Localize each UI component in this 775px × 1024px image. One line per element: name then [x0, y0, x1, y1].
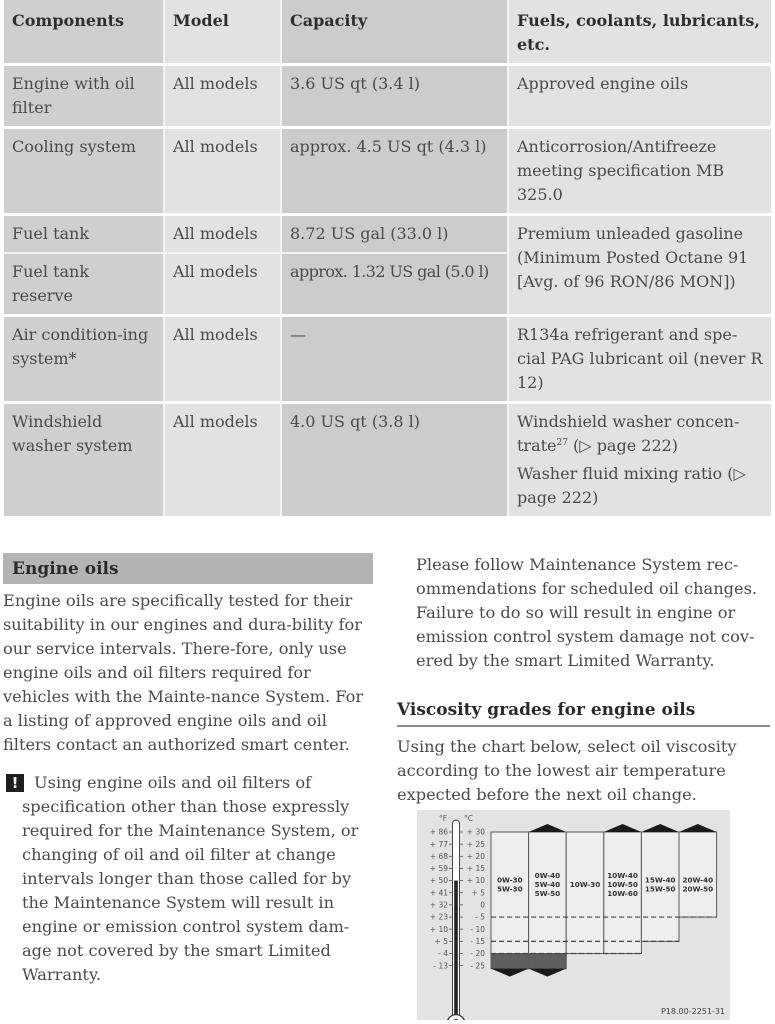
- cell-component: Air condition-ing system*: [4, 317, 163, 401]
- page-ref-link[interactable]: (▷ page 222): [567, 436, 679, 455]
- cell-capacity: [280, 254, 507, 314]
- celsius-tick-label: - 10: [470, 924, 485, 934]
- header-fluids: Fuels, coolants, lubricants, etc.: [507, 0, 771, 63]
- viscosity-grade-label: 5W-50: [534, 889, 561, 899]
- viscosity-chart-svg: [417, 810, 730, 1020]
- fuel-rows-group: [4, 216, 771, 317]
- capacities-table: [4, 0, 771, 516]
- fahrenheit-tick-label: + 77: [429, 839, 448, 849]
- table-row: [4, 317, 771, 404]
- viscosity-heading: Viscosity grades for engine oils: [397, 697, 770, 727]
- cold-zone-fill: [529, 954, 567, 969]
- viscosity-grade-label: 20W-40: [682, 875, 714, 885]
- arrow-down-icon: [491, 969, 529, 977]
- cell-model: All models: [163, 317, 280, 401]
- warning-text: Using engine oils and oil filters of specification other than those expressly required for the Maintenance System, or changing of oil and oil filter at change intervals longer than those called for by the Maintenance System will result in engine or emission control system dam-age not covered by the smart Limited Warranty.: [22, 773, 359, 984]
- cell-fluid: [507, 404, 771, 516]
- cell-component: Windshield washer system: [4, 404, 163, 516]
- celsius-tick-label: - 25: [470, 961, 485, 971]
- viscosity-grade-label: 10W-40: [607, 871, 638, 881]
- viscosity-grade-label: 0W-40: [534, 871, 561, 881]
- cell-capacity: 8.72 US gal (33.0 l): [280, 216, 507, 252]
- fahrenheit-tick-label: + 50: [429, 876, 448, 886]
- fahrenheit-tick-label: + 32: [429, 900, 448, 910]
- viscosity-body: Using the chart below, select oil viscosity according to the lowest air temperature expected before the next oil change.: [397, 737, 737, 804]
- cell-capacity: approx. 4.5 US qt (4.3 l): [280, 129, 507, 213]
- celsius-tick-label: 0: [480, 900, 485, 910]
- cell-fluid: Anticorrosion/Antifreeze meeting specification MB 325.0: [507, 129, 771, 213]
- viscosity-grade-label: 15W-50: [644, 884, 676, 894]
- cell-fluid: Approved engine oils: [507, 66, 771, 126]
- celsius-tick-label: - 5: [475, 912, 485, 922]
- figure-id-label: P18.00-2251-31: [660, 1007, 725, 1016]
- celsius-tick-label: - 15: [470, 936, 485, 946]
- celsius-tick-label: + 30: [466, 827, 485, 837]
- arrow-up-icon: [604, 824, 642, 832]
- celsius-tick-label: + 20: [466, 851, 485, 861]
- washer-concentrate-label: Windshield washer concen-trate: [517, 412, 740, 455]
- cell-model: All models: [163, 66, 280, 126]
- cell-capacity: 4.0 US qt (3.8 l): [280, 404, 507, 516]
- fahrenheit-tick-label: + 59: [429, 864, 448, 874]
- viscosity-grade-label: 10W-30: [569, 880, 601, 890]
- fahrenheit-tick-label: - 4: [438, 949, 448, 959]
- cell-component: Engine with oil filter: [4, 66, 163, 126]
- viscosity-grade-label: 10W-60: [607, 889, 638, 899]
- viscosity-grade-label: 5W-40: [534, 880, 561, 890]
- exclamation-warning-icon: !: [6, 774, 24, 792]
- engine-oils-body: Engine oils are specifically tested for their suitability in our engines and dura-bility for our service intervals. There-fore, only use engine oils and oil filters required for vehicles with the Mainte-nance System. For a listing of approved engine oils and oil filters contact an authorized smart center.: [3, 591, 364, 754]
- footnote-ref[interactable]: 27: [556, 438, 568, 448]
- table-row: [4, 216, 507, 254]
- viscosity-grade-label: 20W-50: [682, 884, 714, 894]
- table-row: [4, 66, 771, 129]
- viscosity-grade-label: 0W-30: [497, 875, 523, 885]
- viscosity-bar-rect: [566, 832, 604, 954]
- fahrenheit-tick-label: + 10: [429, 924, 448, 934]
- engine-oils-heading: Engine oils: [3, 553, 373, 584]
- cell-component: Fuel tank reserve: [4, 254, 163, 314]
- table-row: [4, 254, 507, 314]
- cell-component: Cooling system: [4, 129, 163, 213]
- washer-concentrate-text: [517, 410, 763, 458]
- viscosity-bar-rect: [679, 832, 717, 917]
- viscosity-grade-label: 10W-50: [607, 880, 638, 890]
- arrow-up-icon: [529, 824, 567, 832]
- cell-model: All models: [163, 129, 280, 213]
- arrow-up-icon: [641, 824, 679, 832]
- engine-oils-warning: [3, 771, 373, 987]
- table-header-row: [4, 0, 771, 66]
- header-components: Components: [4, 0, 163, 63]
- header-model: Model: [163, 0, 280, 63]
- viscosity-bar: [491, 832, 529, 960]
- cell-capacity: —: [280, 317, 507, 401]
- arrow-down-icon: [529, 969, 567, 977]
- cell-model: All models: [163, 404, 280, 516]
- viscosity-bar: [679, 832, 717, 917]
- celsius-tick-label: - 20: [470, 949, 485, 959]
- cell-fuel-fluid: Premium unleaded gasoline (Minimum Posted Octane 91 [Avg. of 96 RON/86 MON]): [507, 216, 771, 314]
- celsius-tick-label: + 15: [466, 864, 485, 874]
- viscosity-bar-rect: [491, 832, 529, 960]
- fahrenheit-tick-label: + 68: [429, 851, 448, 861]
- capacity-text: approx. 1.32 US gal (5.0 l): [290, 262, 489, 281]
- viscosity-grade-label: 15W-40: [644, 875, 676, 885]
- celsius-tick-label: + 25: [466, 839, 485, 849]
- cell-model: All models: [163, 216, 280, 252]
- thermometer-mercury: [454, 881, 458, 1018]
- fahrenheit-unit-label: °F: [439, 814, 448, 823]
- viscosity-bar: [566, 832, 604, 954]
- fahrenheit-tick-label: + 41: [429, 888, 448, 898]
- table-row: [4, 129, 771, 216]
- cell-component: Fuel tank: [4, 216, 163, 252]
- washer-mixing-ratio-text[interactable]: Washer fluid mixing ratio (▷ page 222): [517, 464, 746, 507]
- table-row: [4, 404, 771, 516]
- celsius-unit-label: °C: [464, 814, 473, 823]
- viscosity-chart: [417, 810, 730, 1020]
- fahrenheit-tick-label: + 86: [429, 827, 448, 837]
- engine-oils-section: [3, 553, 373, 987]
- fahrenheit-tick-label: + 5: [434, 936, 448, 946]
- cell-model: All models: [163, 254, 280, 314]
- header-capacity: Capacity: [280, 0, 507, 63]
- viscosity-grade-label: 5W-30: [497, 884, 523, 894]
- fahrenheit-tick-label: - 13: [433, 961, 448, 971]
- viscosity-section: [397, 553, 770, 807]
- cell-capacity: 3.6 US qt (3.4 l): [280, 66, 507, 126]
- maintenance-note: Please follow Maintenance System rec-ommendations for scheduled oil changes. Failure to do so will result in engine or emission control system damage not cov-ered by the smart Limited Warranty.: [416, 555, 758, 670]
- cold-zone-fill: [491, 954, 529, 969]
- arrow-up-icon: [679, 824, 717, 832]
- fahrenheit-tick-label: + 23: [429, 912, 448, 922]
- celsius-tick-label: + 5: [471, 888, 485, 898]
- celsius-tick-label: + 10: [466, 876, 485, 886]
- cell-fluid: R134a refrigerant and spe-cial PAG lubricant oil (never R 12): [507, 317, 771, 401]
